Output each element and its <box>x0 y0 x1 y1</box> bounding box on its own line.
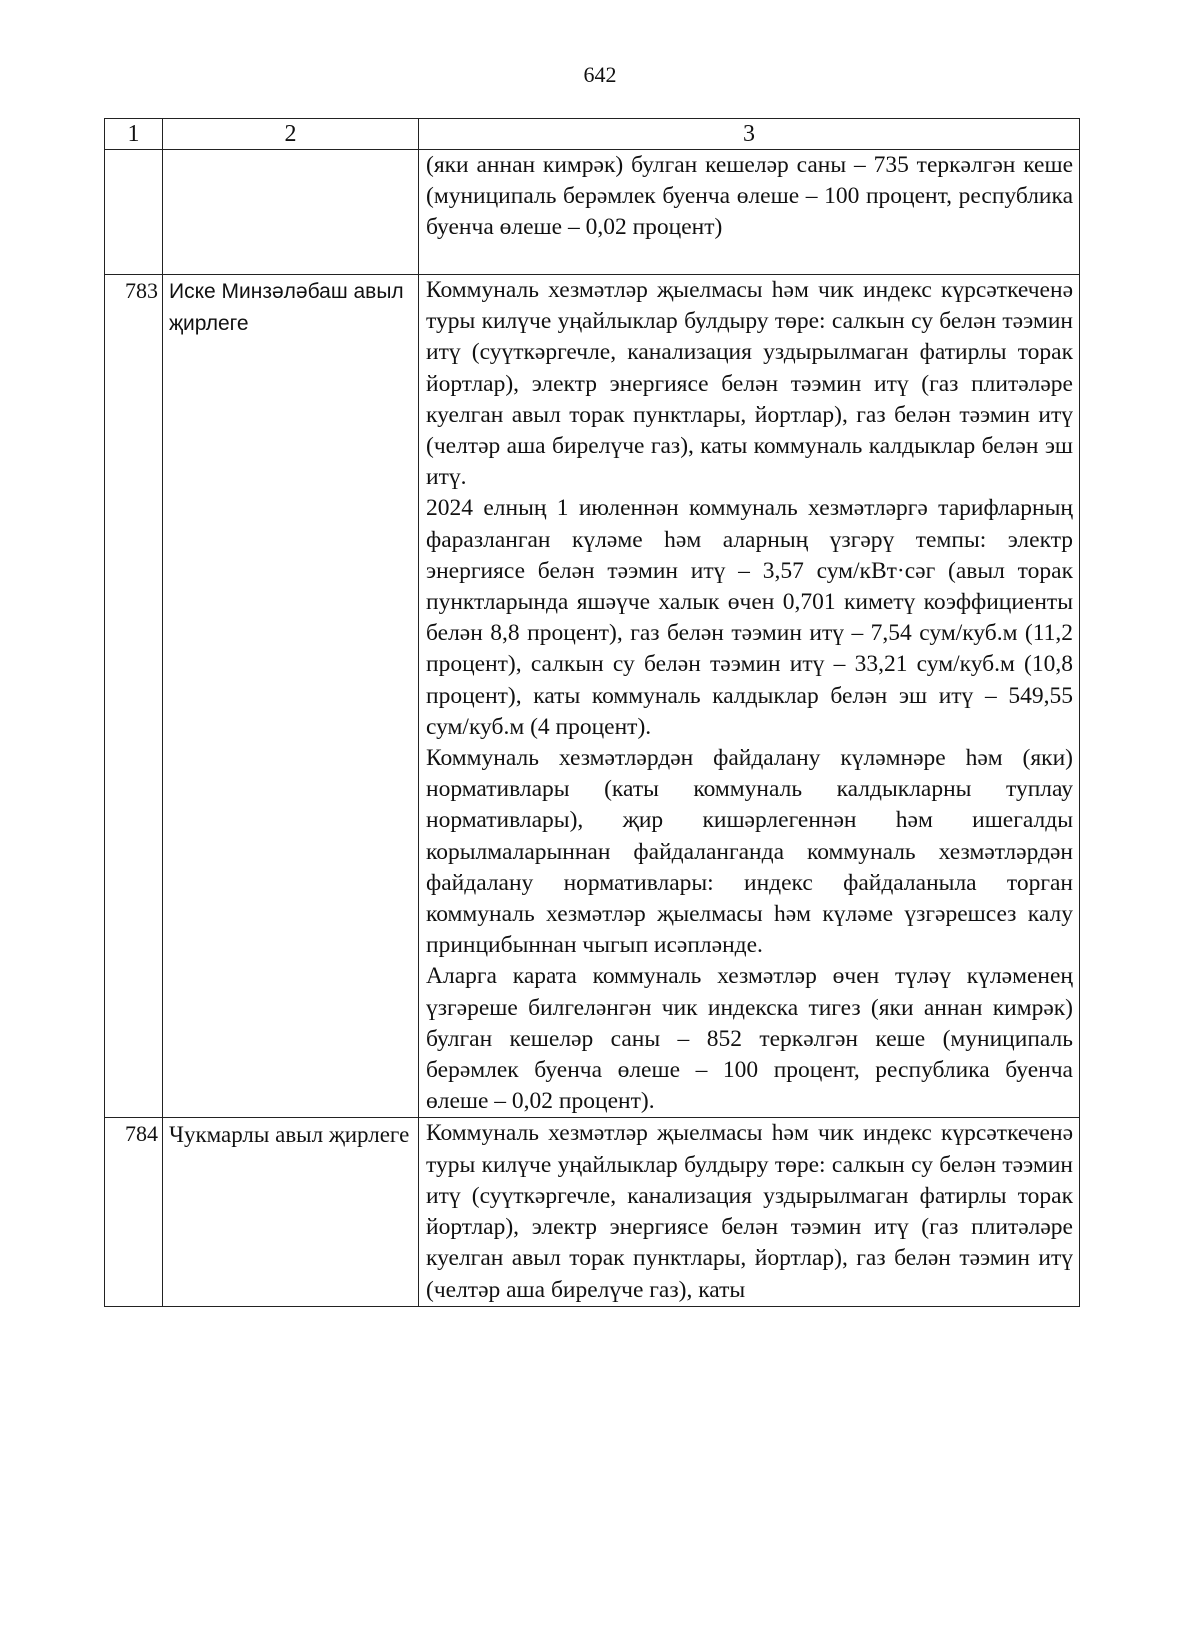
paragraph: Коммуналь хезмәтләр җыелмасы һәм чик индекс күрсәткеченә туры килүче уңайлыклар булдыру төре: салкын су белән тәэмин итү (суүткәргечле, канализация уздырылмаган фатирлы торак йортлар), электр энергиясе белән тәэмин итү (газ плитәләре куелган авыл торак пунктлары, йортлар), газ белән тәэмин итү (челтәр аша бирелүче газ), каты коммуналь калдыклар белән эш итү. <box>426 277 1073 491</box>
data-table <box>104 118 1080 1307</box>
row-number: 783 <box>105 275 163 1118</box>
row-description <box>419 1118 1080 1306</box>
paragraph: (яки аннан кимрәк) булган кешеләр саны – 735 теркәлгән кеше (муниципаль берәмлек буенча өлеше – 100 процент, республика буенча өлеше – 0,02 процент) <box>426 152 1073 241</box>
row-number: 784 <box>105 1118 163 1306</box>
page-number: 642 <box>583 62 617 87</box>
header-col-3: 3 <box>419 119 1080 150</box>
paragraph: 2024 елның 1 июленнән коммуналь хезмәтләргә тарифларның фаразланган күләме һәм аларның үзгәрү темпы: электр энергиясе белән тәэмин итү – 3,57 сум/кВт·сәг (авыл торак пунктларында яшәүче халык өчен 0,701 киметү коэффициенты белән 8,8 процент), газ белән тәэмин итү – 7,54 сум/куб.м (11,2 процент), салкын су белән тәэмин итү – 33,21 сум/куб.м (10,8 процент), каты коммуналь калдыклар белән эш итү – 549,55 сум/куб.м (4 процент). <box>426 495 1073 740</box>
header-col-1: 1 <box>105 119 163 150</box>
settlement-name <box>163 150 419 275</box>
row-description <box>419 150 1080 275</box>
table-header-row <box>105 119 1080 150</box>
table-row-783 <box>105 275 1080 1118</box>
row-description <box>419 275 1080 1118</box>
table-row-continued <box>105 150 1080 275</box>
paragraph: Коммуналь хезмәтләрдән файдалану күләмнәре һәм (яки) нормативлары (каты коммуналь калдыкларны туплау нормативлары), җир кишәрлегеннән һәм ишегалды корылмаларыннан файдаланганда коммуналь хезмәтләрдән файдалану нормативлары: индекс файдаланыла торган коммуналь хезмәтләр җыелмасы һәм күләме үзгәрешсез калу принцибыннан чыгып исәпләнде. <box>426 745 1073 959</box>
paragraph: Аларга карата коммуналь хезмәтләр өчен түләү күләменең үзгәреше билгеләнгән чик индекска тигез (яки аннан кимрәк) булган кешеләр саны – 852 теркәлгән кеше (муниципаль берәмлек буенча өлеше – 100 процент, республика буенча өлеше – 0,02 процент). <box>426 963 1073 1115</box>
paragraph: Коммуналь хезмәтләр җыелмасы һәм чик индекс күрсәткеченә туры килүче уңайлыклар булдыру төре: салкын су белән тәэмин итү (суүткәргечле, канализация уздырылмаган фатирлы торак йортлар), электр энергиясе белән тәэмин итү (газ плитәләре куелган авыл торак пунктлары, йортлар), газ белән тәэмин итү (челтәр аша бирелүче газ), каты <box>426 1120 1073 1303</box>
table-row-784 <box>105 1118 1080 1306</box>
settlement-name: Чукмарлы авыл җирлеге <box>163 1118 419 1306</box>
settlement-name: Иске Минзәләбаш авыл җирлеге <box>163 275 419 1118</box>
row-number <box>105 150 163 275</box>
header-col-2: 2 <box>163 119 419 150</box>
